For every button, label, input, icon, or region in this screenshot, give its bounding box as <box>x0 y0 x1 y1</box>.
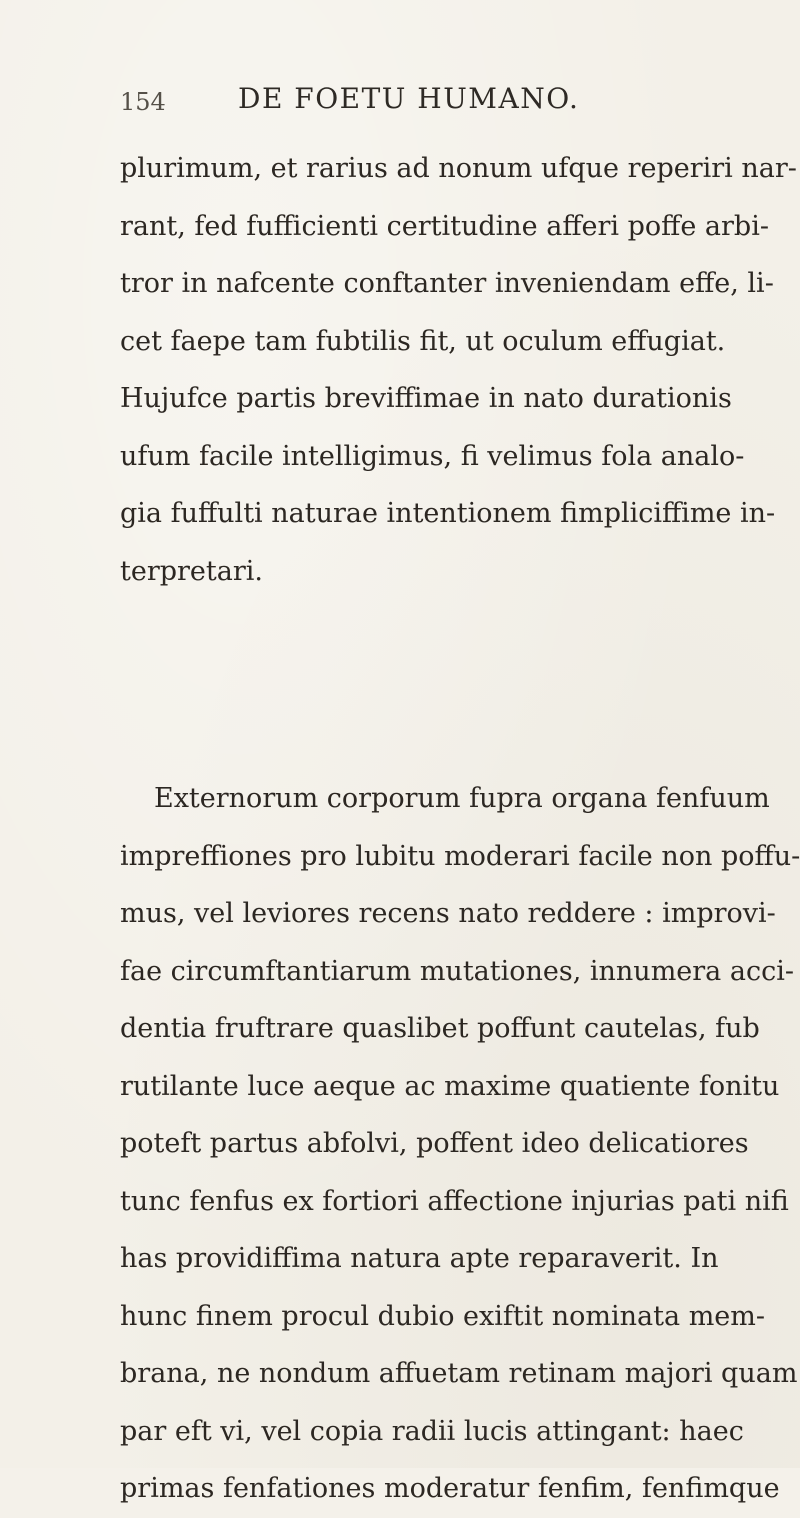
page-header <box>0 82 800 122</box>
running-title: DE FOETU HUMANO. <box>238 82 580 115</box>
text-line: primas fenfationes moderatur fenfim, fenfimque <box>120 1473 780 1504</box>
text-line: tunc fenfus ex fortiori affectione injurias pati nifi <box>120 1185 789 1217</box>
text-line: tror in nafcente conftanter inveniendam effe, li- <box>120 268 774 299</box>
paragraph-2 <box>120 770 800 1518</box>
text-line: rant, fed fufficienti certitudine afferi poffe arbi- <box>120 210 769 242</box>
text-line: fae circumftantiarum mutationes, innumera acci- <box>120 955 794 987</box>
text-line: terpretari. <box>120 555 263 587</box>
text-line: brana, ne nondum affuetam retinam majori quam <box>120 1358 798 1389</box>
text-line: plurimum, et rarius ad nonum ufque reperiri nar- <box>120 153 797 184</box>
text-line: hunc finem procul dubio exiftit nominata mem- <box>120 1300 765 1332</box>
text-line: cet faepe tam fubtilis fit, ut oculum effugiat. <box>120 325 726 357</box>
text-line: dentia fruftrare quaslibet poffunt cautelas, fub <box>120 1013 760 1044</box>
text-line: has providiffima natura apte reparaverit. In <box>120 1243 719 1274</box>
text-line: impreffiones pro lubitu moderari facile non poffu- <box>120 840 800 872</box>
text-line: ufum facile intelligimus, fi velimus fola analo- <box>120 440 745 472</box>
text-line: gia fuffulti naturae intentionem fimpliciffime in- <box>120 498 776 529</box>
text-line: mus, vel leviores recens nato reddere : improvi- <box>120 898 776 929</box>
page-number: 154 <box>120 88 166 116</box>
paragraph-1 <box>120 140 797 600</box>
text-line: poteft partus abfolvi, poffent ideo delicatiores <box>120 1128 749 1159</box>
text-line: Hujufce partis breviffimae in nato durationis <box>120 383 732 414</box>
text-line: Externorum corporum fupra organa fenfuum <box>154 783 770 814</box>
text-line: par eft vi, vel copia radii lucis attingant: haec <box>120 1415 744 1447</box>
text-line: rutilante luce aeque ac maxime quatiente fonitu <box>120 1070 780 1102</box>
